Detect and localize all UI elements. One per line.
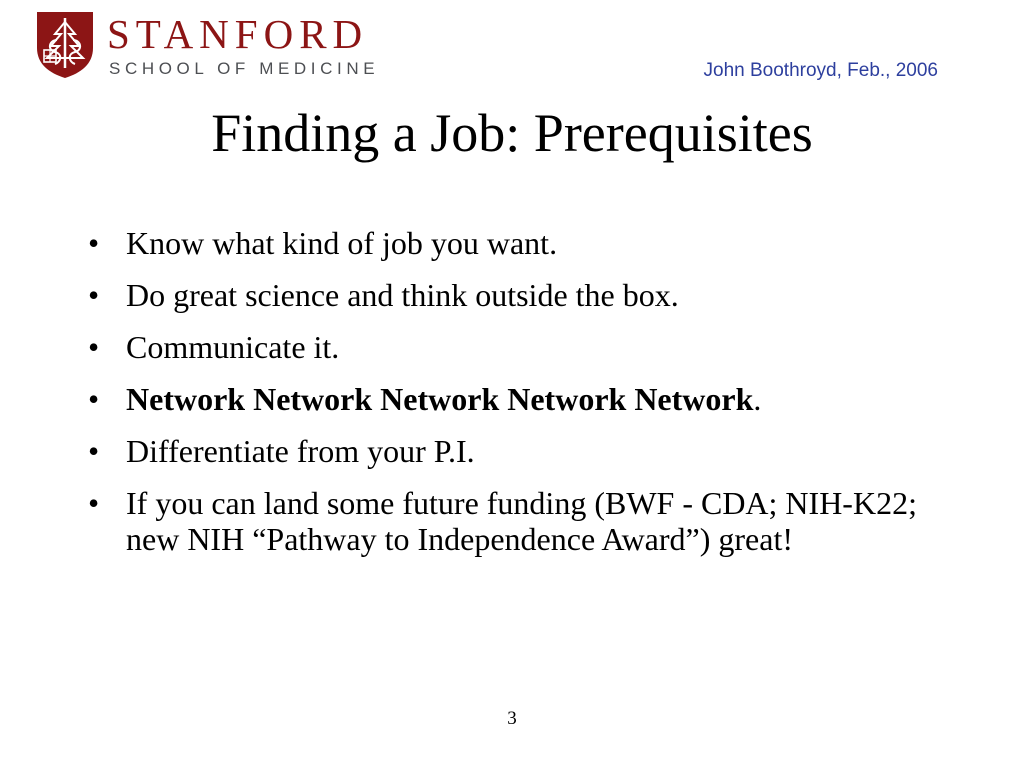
stanford-tree-seal-icon (35, 10, 95, 80)
bullet-item: • Know what kind of job you want. (88, 225, 968, 261)
network-period: . (753, 381, 762, 417)
stanford-medicine-logo (35, 10, 395, 80)
logo-wordmark: STANFORD (107, 11, 369, 57)
bullet-item: • If you can land some future funding (BWF - CDA; NIH-K22; new NIH “Pathway to Independence Award”) great! (88, 485, 968, 557)
bullet-item: • Differentiate from your P.I. (88, 433, 968, 469)
bullet-item-network (88, 381, 968, 417)
logo-subwordmark: SCHOOL OF MEDICINE (109, 59, 380, 78)
author-date: John Boothroyd, Feb., 2006 (703, 60, 938, 81)
network-emphasis: Network Network Network Network Network (126, 381, 754, 417)
bullet-item: • Communicate it. (88, 329, 968, 365)
page-number: 3 (507, 708, 517, 729)
bullet-list (88, 225, 968, 573)
bullet-item: • Do great science and think outside the box. (88, 277, 968, 313)
slide-title: Finding a Job: Prerequisites (211, 103, 813, 163)
